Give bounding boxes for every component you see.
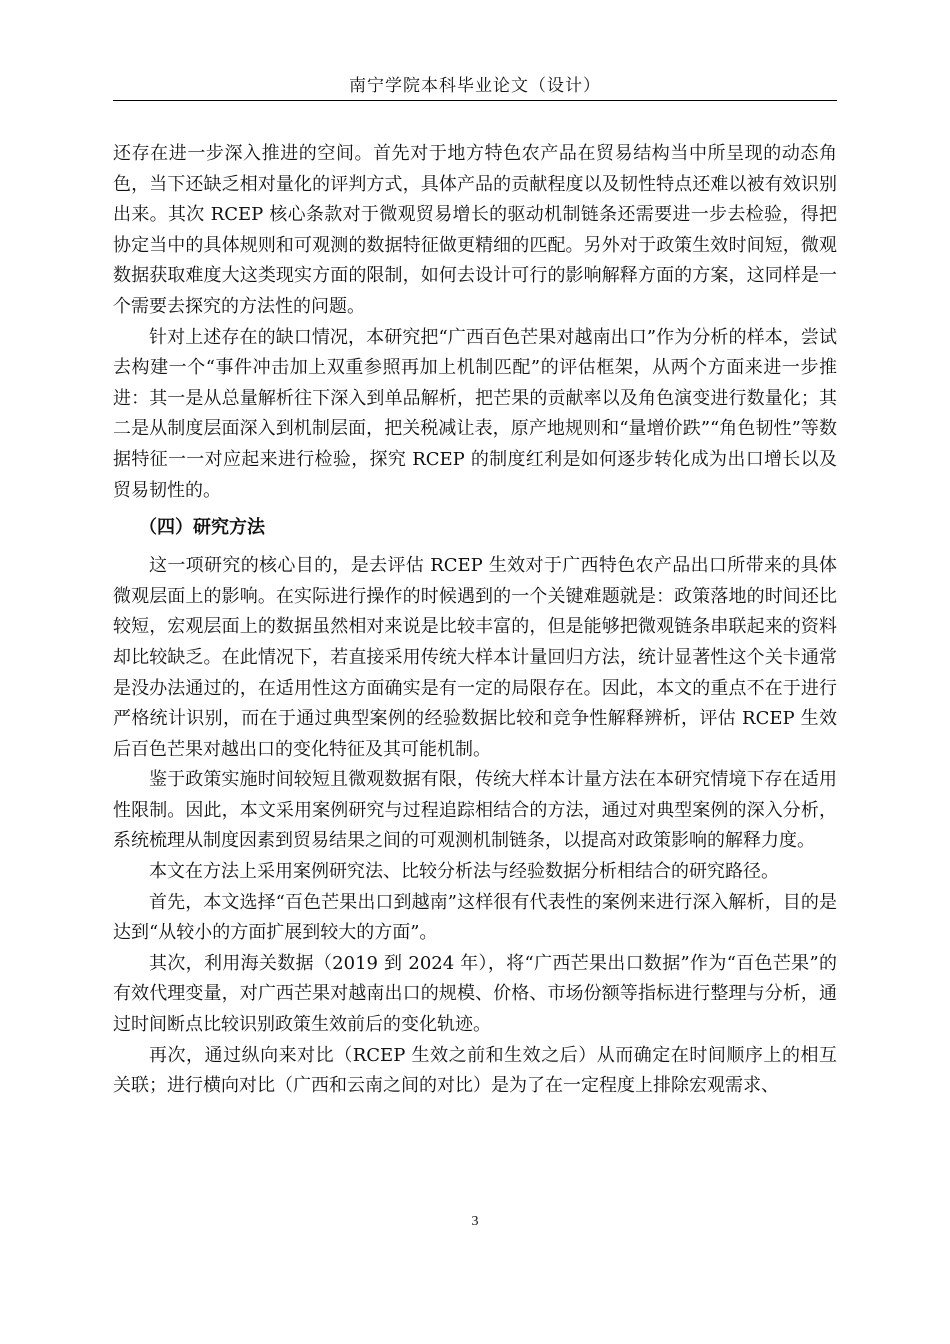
header-divider: [113, 100, 837, 101]
body-text: [113, 139, 837, 1102]
running-header: 南宁学院本科毕业论文（设计）: [349, 76, 601, 96]
paragraph: 首先，本文选择“百色芒果出口到越南”这样很有代表性的案例来进行深入解析，目的是达到“从较小的方面扩展到较大的方面”。: [113, 891, 837, 944]
section-heading: （四）研究方法: [139, 517, 265, 539]
paragraph: 针对上述存在的缺口情况，本研究把“广西百色芒果对越南出口”作为分析的样本，尝试去构建一个“事件冲击加上双重参照再加上机制匹配”的评估框架，从两个方面来进一步推进：其一是从总量解析往下深入到单品解析，把芒果的贡献率以及角色演变进行数量化；其二是从制度层面深入到机制层面，把关税减让表，原产地规则和“量增价跌”“角色韧性”等数据特征一一对应起来进行检验，探究 RCEP 的制度红利是如何逐步转化成为出口增长以及贸易韧性的。: [113, 326, 837, 501]
paragraph: 其次，利用海关数据（2019 到 2024 年），将“广西芒果出口数据”作为“百色芒果”的有效代理变量，对广西芒果对越南出口的规模、价格、市场份额等指标进行整理与分析，通过时间断点比较识别政策生效前后的变化轨迹。: [113, 952, 837, 1036]
page-number: 3: [471, 1214, 479, 1229]
paragraph-continued: 还存在进一步深入推进的空间。首先对于地方特色农产品在贸易结构当中所呈现的动态角色，当下还缺乏相对量化的评判方式，具体产品的贡献程度以及韧性特点还难以被有效识别出来。其次 RCEP 核心条款对于微观贸易增长的驱动机制链条还需要进一步去检验，得把协定当中的具体规则和可观测的数据特征做更精细的匹配。另外对于政策生效时间短，微观数据获取难度大这类现实方面的限制，如何去设计可行的影响解释方面的方案，这同样是一个需要去探究的方法性的问题。: [113, 143, 837, 317]
paragraph: 这一项研究的核心目的，是去评估 RCEP 生效对于广西特色农产品出口所带来的具体微观层面上的影响。在实际进行操作的时候遇到的一个关键难题就是：政策落地的时间还比较短，宏观层面上的数据虽然相对来说是比较丰富的，但是能够把微观链条串联起来的资料却比较缺乏。在此情况下，若直接采用传统大样本计量回归方法，统计显著性这个关卡通常是没办法通过的，在适用性这方面确实是有一定的局限存在。因此，本文的重点不在于进行严格统计识别，而在于通过典型案例的经验数据比较和竞争性解释辨析，评估 RCEP 生效后百色芒果对越出口的变化特征及其可能机制。: [113, 555, 838, 760]
paragraph: 本文在方法上采用案例研究法、比较分析法与经验数据分析相结合的研究路径。: [149, 861, 779, 883]
paragraph: 再次，通过纵向来对比（RCEP 生效之前和生效之后）从而确定在时间顺序上的相互关联；进行横向对比（广西和云南之间的对比）是为了在一定程度上排除宏观需求、: [113, 1044, 837, 1097]
paragraph: 鉴于政策实施时间较短且微观数据有限，传统大样本计量方法在本研究情境下存在适用性限制。因此，本文采用案例研究与过程追踪相结合的方法，通过对典型案例的深入分析，系统梳理从制度因素到贸易结果之间的可观测机制链条，以提高对政策影响的解释力度。: [113, 769, 837, 852]
